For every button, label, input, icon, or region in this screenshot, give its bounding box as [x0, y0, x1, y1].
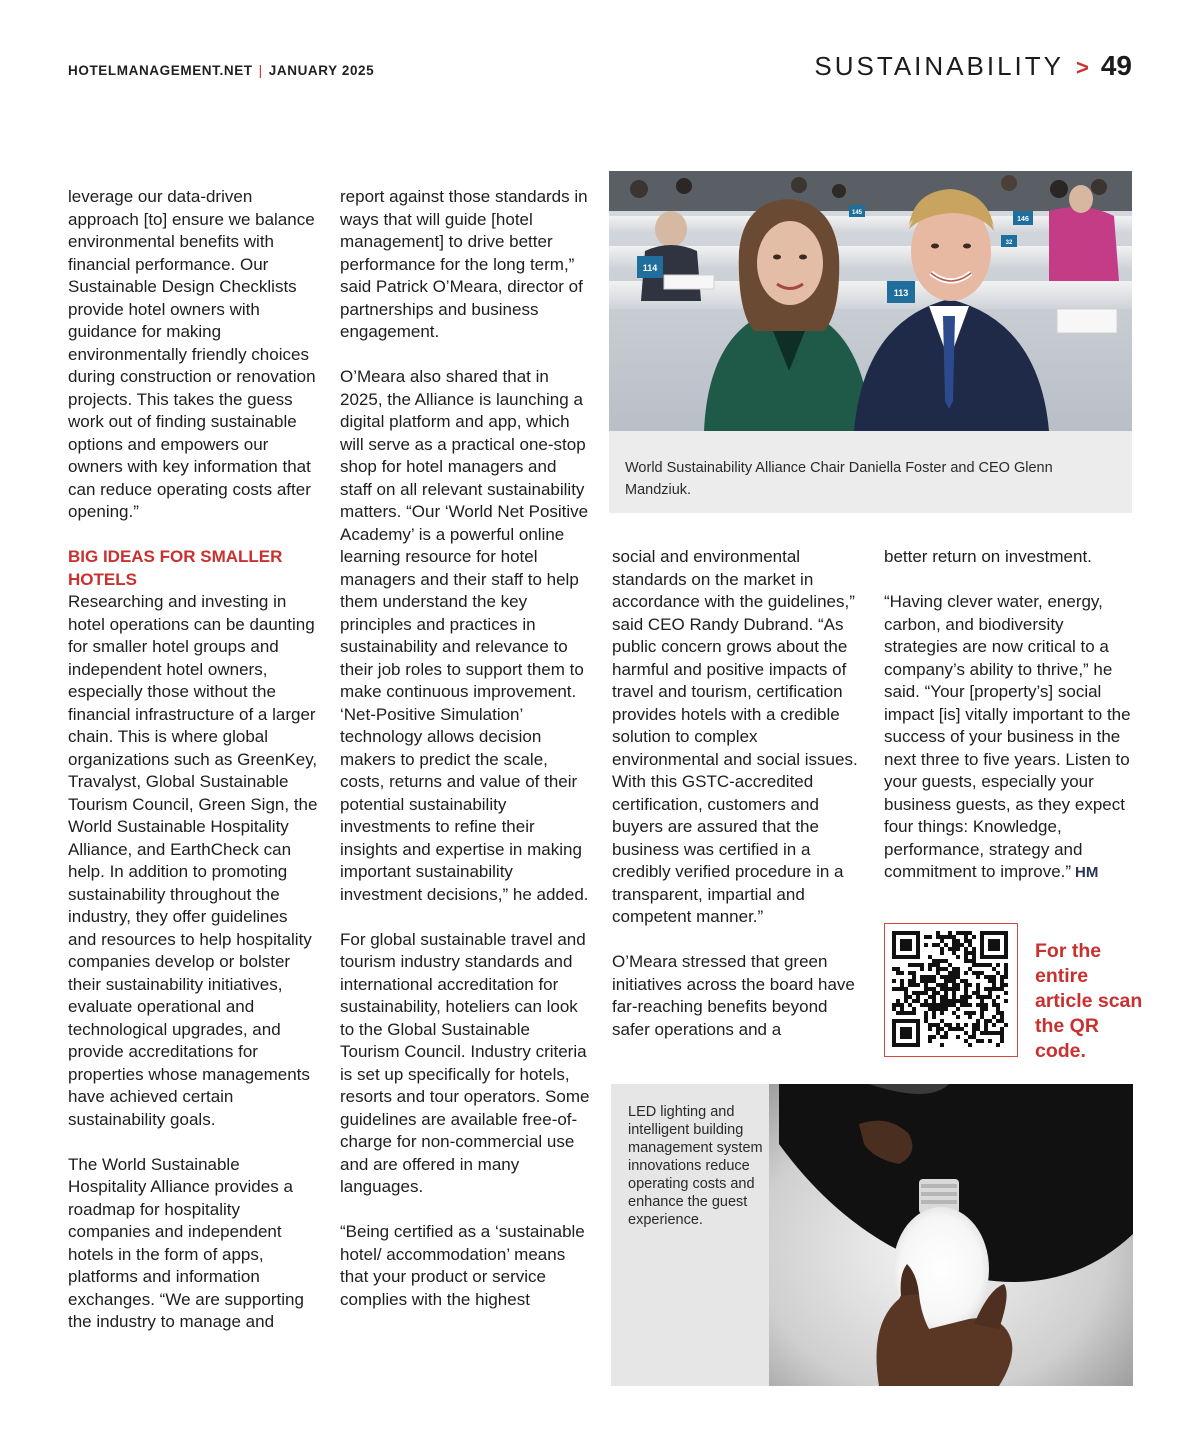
conference-photo — [609, 171, 1132, 431]
seat-card — [637, 256, 663, 278]
svg-text:113: 113 — [893, 288, 909, 298]
seat-card — [1013, 211, 1033, 225]
page-number: 49 — [1100, 50, 1132, 81]
qr-code-icon — [885, 924, 1016, 1055]
paragraph — [884, 591, 1134, 885]
qr-code[interactable] — [884, 923, 1018, 1057]
seat-card — [849, 205, 865, 217]
issue-date: JANUARY 2025 — [268, 63, 375, 78]
paragraph: The World Sustainable Hospitality Alliance provides a roadmap for hospitality companies and independent hotels in the form of apps, platforms and information exchanges. “We are supporting the industry to manage and — [68, 1154, 304, 1331]
photo-caption: World Sustainability Alliance Chair Daniella Foster and CEO Glenn Mandziuk. — [609, 431, 1132, 513]
svg-text:32: 32 — [1005, 240, 1013, 246]
chevron-right-icon: > — [1075, 55, 1089, 80]
paragraph: leverage our data-driven approach [to] ensure we balance environmental benefits with financial performance. Our Sustainable Design Checklists provide hotel owners with guidance for making environmentally friendly choices during construction or renovation projects. This takes the guess work out of finding sustainable options and empowers our owners with key information that can reduce operating costs after opening.” — [68, 187, 316, 521]
end-mark: HM — [1075, 864, 1099, 881]
article-column-1 — [68, 186, 320, 1334]
svg-text:146: 146 — [1017, 216, 1029, 223]
conference-illustration — [609, 171, 1132, 431]
paragraph: O’Meara stressed that green initiatives across the board have far-reaching benefits beyond safer operations and a — [612, 952, 855, 1039]
svg-text:145: 145 — [851, 210, 863, 216]
paragraph: better return on investment. — [884, 547, 1092, 566]
paragraph: social and environmental standards on the market in accordance with the guidelines,” said CEO Randy Dubrand. “As public concern grows about the harmful and positive impacts of travel and tourism, certification provides hotels with a credible solution to complex environmental and social issues. With this GSTC-accredited certification, customers and buyers are assured that the business was certified in a credibly verified procedure in a transparent, impartial and competent manner.” — [612, 547, 858, 926]
paragraph: “Being certified as a ‘sustainable hotel/ accommodation’ means that your product or service complies with the highest — [340, 1222, 585, 1309]
photo-caption: LED lighting and intelligent building management system innovations reduce operating costs and enhance the guest experience. — [628, 1104, 763, 1228]
article-column-4 — [884, 546, 1134, 885]
quote-text: “Having clever water, energy, carbon, and biodiversity strategies are now critical to a company’s ability to thrive,” he said. “Your [property’s] social impact [is] vitally important to the success of your business in the next three to five years. Listen to your guests, especially your business guests, as they expect four things: Knowledge, performance, strategy and commitment to improve.” — [884, 592, 1131, 881]
lightbulb-illustration — [769, 1084, 1133, 1386]
article-column-3 — [612, 546, 860, 1041]
header-divider: | — [258, 63, 263, 78]
running-header — [68, 63, 374, 78]
paragraph: O’Meara also shared that in 2025, the Alliance is launching a digital platform and app, which will serve as a practical one-stop shop for hotel managers and staff on all relevant sustainability matters. “Our ‘World Net Positive Academy’ is a powerful online learning resource for hotel managers and their staff to help them understand the key principles and practices in sustainability and relevance to their job roles to support them to make continuous improvement. ‘Net-Positive Simulation’ technology allows decision makers to predict the scale, costs, returns and value of their potential sustainability investments to refine their insights and expertise in making important sustainability investment decisions,” he added. — [340, 367, 589, 904]
qr-call-to-action: For the entire article scan the QR code. — [1035, 940, 1143, 1062]
section-header — [814, 50, 1132, 82]
publication-name: HOTELMANAGEMENT.NET — [68, 63, 253, 78]
article-column-2 — [340, 186, 592, 1311]
paragraph: report against those standards in ways that will guide [hotel management] to drive better performance for the long term,” said Patrick O’Meara, director of partnerships and business engagement. — [340, 187, 588, 341]
svg-text:114: 114 — [642, 263, 658, 273]
section-title: SUSTAINABILITY — [814, 51, 1064, 81]
seat-card — [887, 281, 915, 303]
seat-card — [1001, 235, 1017, 247]
led-lightbulb-photo — [769, 1084, 1133, 1386]
paragraph: For global sustainable travel and tourism industry standards and international accreditation for sustainability, hoteliers can look to the Global Sustainable Tourism Council. Industry criteria is set up specifically for hotels, resorts and tour operators. Some guidelines are available free-of-charge for non-commercial use and are offered in many languages. — [340, 929, 590, 1196]
subheading: BIG IDEAS FOR SMALLER HOTELS — [68, 547, 283, 589]
paragraph: Researching and investing in hotel operations can be daunting for smaller hotel groups and independent hotel owners, especially those without the financial infrastructure of a larger chain. This is where global organizations such as GreenKey, Travalyst, Global Sustainable Tourism Council, Green Sign, the World Sustainable Hospitality Alliance, and EarthCheck can help. In addition to promoting sustainability throughout the industry, they offer guidelines and resources to help hospitality companies develop or bolster their sustainability initiatives, evaluate operational and technological upgrades, and provide accreditations for properties whose managements have achieved certain sustainability goals. — [68, 592, 318, 1129]
